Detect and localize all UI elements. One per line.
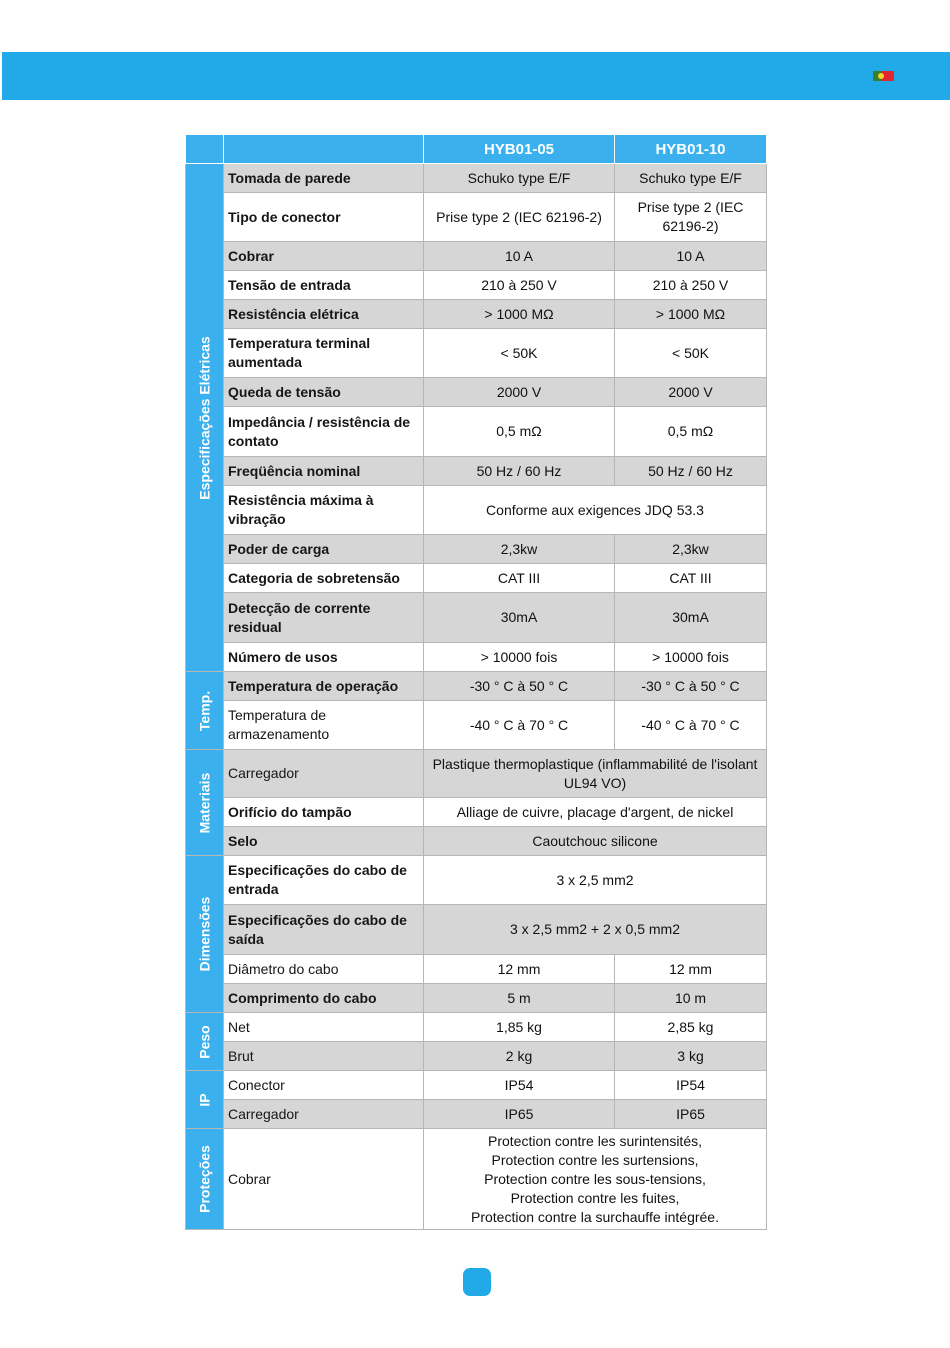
row-label: Diâmetro do cabo [224, 955, 424, 984]
top-banner [2, 52, 950, 100]
category-temp: Temp. [186, 672, 224, 750]
row-value: 12 mm [424, 955, 615, 984]
row-value: 3 kg [615, 1042, 767, 1071]
header-label-cell [224, 135, 424, 164]
row-value: 3 x 2,5 mm2 [424, 856, 767, 905]
row-label: Brut [224, 1042, 424, 1071]
table-row [186, 750, 767, 798]
row-label: Detecção de corrente residual [224, 593, 424, 643]
row-label: Temperatura terminal aumentada [224, 329, 424, 378]
table-row [186, 1071, 767, 1100]
row-value: CAT III [615, 564, 767, 593]
row-label: Número de usos [224, 643, 424, 672]
row-value: 10 m [615, 984, 767, 1013]
table-row [186, 164, 767, 193]
row-value: -30 ° C à 50 ° C [424, 672, 615, 701]
table-row [186, 672, 767, 701]
row-label: Resistência máxima à vibração [224, 486, 424, 535]
table-row [186, 193, 767, 242]
row-label: Especificações do cabo de entrada [224, 856, 424, 905]
column-header-hyb01-05: HYB01-05 [424, 135, 615, 164]
category-dimensions: Dimensões [186, 856, 224, 1013]
row-label: Temperatura de operação [224, 672, 424, 701]
row-label: Carregador [224, 750, 424, 798]
row-label: Especificações do cabo de saída [224, 905, 424, 955]
protections-list [424, 1129, 767, 1230]
row-value: Plastique thermoplastique (inflammabilité de l'isolant UL94 VO) [424, 750, 767, 798]
table-row [186, 643, 767, 672]
row-value: > 10000 fois [424, 643, 615, 672]
protection-line: Protection contre les surtensions, [491, 1151, 699, 1168]
row-value: 50 Hz / 60 Hz [424, 457, 615, 486]
row-label: Net [224, 1013, 424, 1042]
row-value: < 50K [424, 329, 615, 378]
row-value: 10 A [424, 242, 615, 271]
row-value: 2,3kw [615, 535, 767, 564]
protection-line: Protection contre la surchauffe intégrée. [470, 1208, 719, 1225]
row-value: CAT III [424, 564, 615, 593]
table-row [186, 905, 767, 955]
table-header-row [186, 135, 767, 164]
row-label: Queda de tensão [224, 378, 424, 407]
category-weight: Peso [186, 1013, 224, 1071]
table-row [186, 1013, 767, 1042]
row-label: Orifício do tampão [224, 798, 424, 827]
row-label: Selo [224, 827, 424, 856]
row-label: Comprimento do cabo [224, 984, 424, 1013]
protection-line: Protection contre les sous-tensions, [484, 1170, 706, 1187]
row-value: 50 Hz / 60 Hz [615, 457, 767, 486]
category-electrical: Especificações Elétricas [186, 164, 224, 672]
row-value: -30 ° C à 50 ° C [615, 672, 767, 701]
row-value: > 1000 MΩ [615, 300, 767, 329]
row-value: Conforme aux exigences JDQ 53.3 [424, 486, 767, 535]
protection-line: Protection contre les fuites, [510, 1189, 680, 1206]
row-value: Prise type 2 (IEC 62196-2) [424, 193, 615, 242]
row-value: 12 mm [615, 955, 767, 984]
row-value: > 1000 MΩ [424, 300, 615, 329]
row-value: 2000 V [615, 378, 767, 407]
protection-line: Protection contre les surintensités, [488, 1132, 702, 1149]
row-value: < 50K [615, 329, 767, 378]
row-value: 0,5 mΩ [424, 407, 615, 457]
table-row [186, 378, 767, 407]
specifications-table [185, 134, 767, 1230]
row-value: 2,85 kg [615, 1013, 767, 1042]
row-label: Freqüência nominal [224, 457, 424, 486]
row-value: 210 à 250 V [615, 271, 767, 300]
row-value: 10 A [615, 242, 767, 271]
table-row [186, 407, 767, 457]
row-value: Alliage de cuivre, placage d'argent, de nickel [424, 798, 767, 827]
row-label: Conector [224, 1071, 424, 1100]
row-label: Carregador [224, 1100, 424, 1129]
row-value: 3 x 2,5 mm2 + 2 x 0,5 mm2 [424, 905, 767, 955]
row-label: Resistência elétrica [224, 300, 424, 329]
row-value: 210 à 250 V [424, 271, 615, 300]
row-value: 30mA [424, 593, 615, 643]
row-label: Tomada de parede [224, 164, 424, 193]
category-protections: Proteções [186, 1129, 224, 1230]
table-row [186, 457, 767, 486]
portugal-flag-icon [873, 71, 894, 81]
row-value: 2,3kw [424, 535, 615, 564]
row-label: Cobrar [224, 1129, 424, 1230]
row-label: Poder de carga [224, 535, 424, 564]
table-row [186, 564, 767, 593]
row-value: 1,85 kg [424, 1013, 615, 1042]
column-header-hyb01-10: HYB01-10 [615, 135, 767, 164]
header-blank-cell [186, 135, 224, 164]
table-row [186, 1042, 767, 1071]
table-row [186, 486, 767, 535]
row-value: Caoutchouc silicone [424, 827, 767, 856]
category-materials: Materiais [186, 750, 224, 856]
row-value: Prise type 2 (IEC 62196-2) [615, 193, 767, 242]
table-row [186, 1100, 767, 1129]
row-label: Tipo de conector [224, 193, 424, 242]
row-value: IP54 [615, 1071, 767, 1100]
table-row [186, 593, 767, 643]
table-row [186, 827, 767, 856]
row-value: 2000 V [424, 378, 615, 407]
row-value: IP65 [615, 1100, 767, 1129]
row-label: Cobrar [224, 242, 424, 271]
table-row [186, 1129, 767, 1230]
row-label: Categoria de sobretensão [224, 564, 424, 593]
category-ip: IP [186, 1071, 224, 1129]
table-row [186, 329, 767, 378]
table-row [186, 701, 767, 750]
row-value: 0,5 mΩ [615, 407, 767, 457]
page-number-badge [463, 1268, 491, 1296]
row-value: Schuko type E/F [615, 164, 767, 193]
row-label: Impedância / resistência de contato [224, 407, 424, 457]
row-label: Tensão de entrada [224, 271, 424, 300]
row-label: Temperatura de armazenamento [224, 701, 424, 750]
row-value: IP54 [424, 1071, 615, 1100]
row-value: -40 ° C à 70 ° C [615, 701, 767, 750]
table-row [186, 798, 767, 827]
table-row [186, 271, 767, 300]
table-row [186, 984, 767, 1013]
row-value: Schuko type E/F [424, 164, 615, 193]
row-value: IP65 [424, 1100, 615, 1129]
row-value: -40 ° C à 70 ° C [424, 701, 615, 750]
table-row [186, 955, 767, 984]
row-value: 5 m [424, 984, 615, 1013]
table-row [186, 535, 767, 564]
table-row [186, 856, 767, 905]
row-value: 2 kg [424, 1042, 615, 1071]
row-value: 30mA [615, 593, 767, 643]
table-row [186, 300, 767, 329]
table-row [186, 242, 767, 271]
row-value: > 10000 fois [615, 643, 767, 672]
